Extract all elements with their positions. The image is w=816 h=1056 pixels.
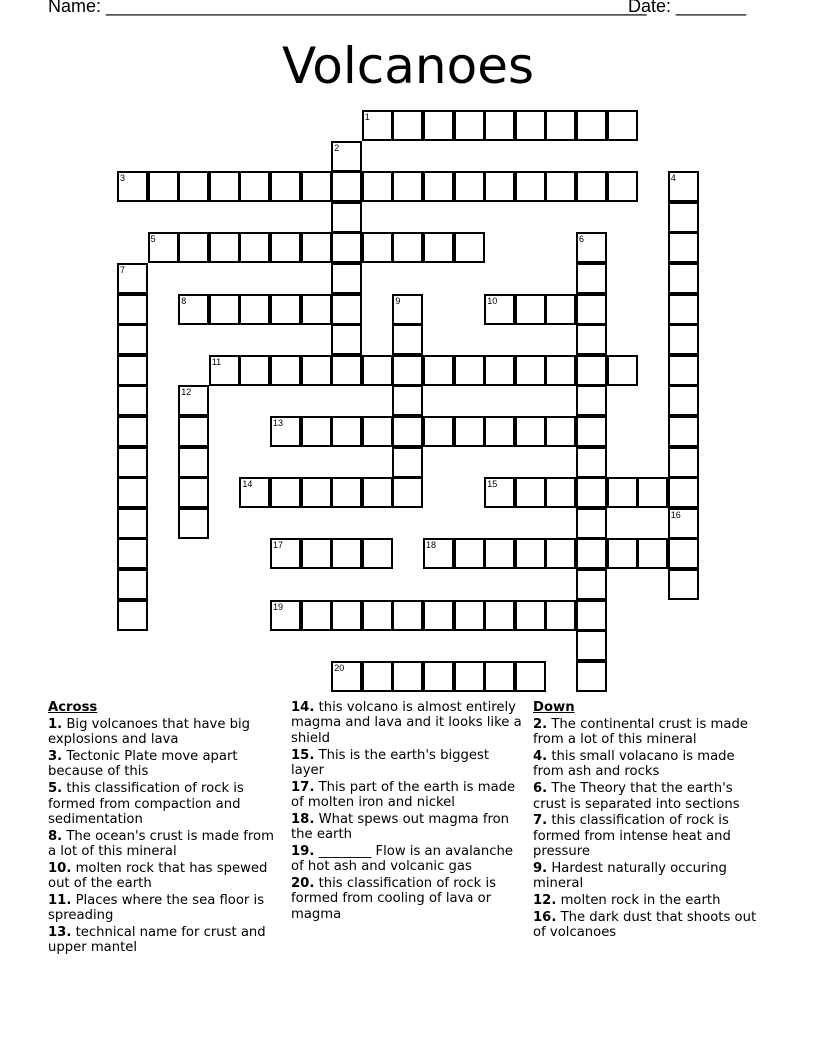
crossword-cell[interactable] — [178, 232, 209, 263]
crossword-cell[interactable] — [545, 477, 576, 508]
clue-number: 15 — [487, 479, 498, 490]
clue-number-label: 9. — [533, 860, 548, 876]
crossword-cell[interactable] — [362, 171, 393, 202]
clue-text: this classification of rock is formed from compaction and sedimentation — [48, 781, 244, 827]
crossword-cell[interactable] — [301, 294, 332, 325]
across-clue — [48, 717, 283, 748]
crossword-cell[interactable] — [576, 569, 607, 600]
crossword-cell[interactable] — [576, 508, 607, 539]
crossword-cell[interactable] — [362, 110, 393, 141]
clue-text: Places where the sea floor is spreading — [48, 892, 265, 924]
crossword-cell[interactable] — [209, 294, 240, 325]
crossword-cell[interactable] — [423, 171, 454, 202]
crossword-cell[interactable] — [668, 538, 699, 569]
crossword-cell[interactable] — [392, 447, 423, 478]
crossword-cell[interactable] — [515, 416, 546, 447]
clue-text: The dark dust that shoots out of volcanoes — [533, 909, 757, 940]
crossword-cell[interactable] — [545, 110, 576, 141]
crossword-cell[interactable] — [148, 171, 179, 202]
crossword-cell[interactable] — [117, 294, 148, 325]
crossword-cell[interactable] — [545, 538, 576, 569]
crossword-cell[interactable] — [209, 355, 240, 386]
clue-number-label: 19. — [291, 843, 315, 859]
crossword-cell[interactable] — [668, 447, 699, 478]
crossword-cell[interactable] — [454, 600, 485, 631]
crossword-cell[interactable] — [117, 477, 148, 508]
crossword-cell[interactable] — [454, 232, 485, 263]
clue-text: Hardest naturally occuring mineral — [533, 860, 727, 892]
crossword-cell[interactable] — [607, 477, 638, 508]
down-clue — [533, 813, 765, 859]
crossword-cell[interactable] — [576, 630, 607, 661]
crossword-cell[interactable] — [392, 661, 423, 692]
clue-number-label: 6. — [533, 781, 548, 797]
crossword-cell[interactable] — [239, 294, 270, 325]
crossword-cell[interactable] — [668, 202, 699, 233]
crossword-cell[interactable] — [117, 171, 148, 202]
crossword-cell[interactable] — [331, 324, 362, 355]
crossword-cell[interactable] — [362, 661, 393, 692]
across-clue — [291, 700, 526, 746]
name-field[interactable]: Name: ______________________________________________________ — [48, 0, 647, 16]
crossword-cell[interactable] — [178, 171, 209, 202]
crossword-cell[interactable] — [576, 661, 607, 692]
crossword-cell[interactable] — [331, 171, 362, 202]
crossword-cell[interactable] — [545, 294, 576, 325]
clue-number-label: 10. — [48, 860, 72, 876]
crossword-cell[interactable] — [484, 110, 515, 141]
across-clue — [48, 893, 283, 924]
crossword-cell[interactable] — [515, 661, 546, 692]
crossword-cell[interactable] — [239, 355, 270, 386]
crossword-cell[interactable] — [301, 171, 332, 202]
crossword-cell[interactable] — [362, 232, 393, 263]
crossword-cell[interactable] — [301, 477, 332, 508]
crossword-cell[interactable] — [362, 355, 393, 386]
clue-number: 9 — [395, 295, 401, 306]
crossword-cell[interactable] — [392, 294, 423, 325]
crossword-cell[interactable] — [484, 416, 515, 447]
crossword-cell[interactable] — [117, 447, 148, 478]
clue-text: molten rock in the earth — [556, 892, 721, 908]
clue-number: 4 — [670, 173, 676, 184]
clue-text: this volcano is almost entirely magma and lava and it looks like a shield — [291, 700, 522, 746]
crossword-cell[interactable] — [117, 538, 148, 569]
crossword-cell[interactable] — [178, 477, 209, 508]
clue-number: 13 — [273, 418, 284, 428]
clue-text: Big volcanoes that have big explosions and lava — [48, 716, 251, 748]
crossword-cell[interactable] — [668, 171, 699, 202]
crossword-cell[interactable] — [178, 508, 209, 539]
crossword-cell[interactable] — [117, 355, 148, 386]
crossword-cell[interactable] — [178, 385, 209, 416]
crossword-cell[interactable] — [117, 600, 148, 631]
crossword-cell[interactable] — [270, 477, 301, 508]
crossword-cell[interactable] — [668, 263, 699, 294]
crossword-cell[interactable] — [545, 355, 576, 386]
down-clue — [533, 781, 765, 812]
crossword-cell[interactable] — [668, 232, 699, 263]
across-clue — [48, 925, 283, 956]
crossword-cell[interactable] — [423, 110, 454, 141]
crossword-cell[interactable] — [331, 232, 362, 263]
clue-number-label: 11. — [48, 892, 72, 908]
crossword-cell[interactable] — [117, 385, 148, 416]
clue-number-label: 18. — [291, 811, 315, 827]
crossword-cell[interactable] — [270, 538, 301, 569]
clue-section-heading: Down — [533, 700, 575, 715]
crossword-cell[interactable] — [117, 263, 148, 294]
crossword-cell[interactable] — [117, 569, 148, 600]
crossword-cell[interactable] — [392, 385, 423, 416]
down-clue — [533, 717, 765, 748]
crossword-cell[interactable] — [454, 110, 485, 141]
clue-number: 8 — [181, 295, 187, 306]
crossword-cell[interactable] — [392, 355, 423, 386]
crossword-cell[interactable] — [454, 355, 485, 386]
crossword-cell[interactable] — [484, 355, 515, 386]
across-clue — [291, 876, 526, 922]
clue-number: 1 — [364, 112, 370, 122]
crossword-cell[interactable] — [668, 416, 699, 447]
down-clue — [533, 893, 765, 908]
crossword-cell[interactable] — [117, 508, 148, 539]
crossword-cell[interactable] — [392, 232, 423, 263]
crossword-cell[interactable] — [576, 110, 607, 141]
clue-number-label: 3. — [48, 749, 63, 765]
crossword-cell[interactable] — [270, 600, 301, 631]
clue-text: This is the earth's biggest layer — [291, 747, 490, 778]
crossword-cell[interactable] — [668, 324, 699, 355]
crossword-cell[interactable] — [362, 477, 393, 508]
clue-number: 19 — [273, 601, 284, 612]
crossword-cell[interactable] — [576, 232, 607, 263]
crossword-cell[interactable] — [484, 171, 515, 202]
crossword-cell[interactable] — [454, 538, 485, 569]
clue-text: this small volacano is made from ash and rocks — [533, 749, 735, 780]
across-clue — [291, 748, 526, 779]
across-clue — [48, 749, 283, 780]
crossword-cell[interactable] — [637, 477, 668, 508]
crossword-cell[interactable] — [515, 110, 546, 141]
crossword-cell[interactable] — [148, 232, 179, 263]
crossword-cell[interactable] — [637, 538, 668, 569]
clue-number: 2 — [334, 142, 340, 153]
clue-text: The ocean's crust is made from a lot of this mineral — [48, 828, 274, 860]
clue-number-label: 12. — [533, 892, 557, 908]
crossword-cell[interactable] — [545, 416, 576, 447]
crossword-cell[interactable] — [362, 538, 393, 569]
clue-number-label: 2. — [533, 716, 548, 732]
crossword-cell[interactable] — [576, 600, 607, 631]
crossword-cell[interactable] — [484, 600, 515, 631]
across-clue — [48, 861, 283, 892]
crossword-cell[interactable] — [576, 477, 607, 508]
crossword-cell[interactable] — [607, 171, 638, 202]
clue-number: 11 — [211, 356, 222, 367]
clue-number: 10 — [487, 295, 498, 306]
clue-number-label: 7. — [533, 813, 548, 829]
clue-text: this classification of rock is formed from intense heat and pressure — [533, 813, 731, 860]
crossword-cell[interactable] — [484, 477, 515, 508]
clue-text: this classification of rock is formed from cooling of lava or magma — [291, 875, 497, 922]
crossword-cell[interactable] — [454, 661, 485, 692]
clue-number-label: 5. — [48, 781, 63, 797]
crossword-cell[interactable] — [362, 416, 393, 447]
crossword-cell[interactable] — [545, 600, 576, 631]
clue-number-label: 4. — [533, 749, 548, 765]
clue-number: 5 — [150, 234, 156, 245]
crossword-cell[interactable] — [576, 263, 607, 294]
crossword-cell[interactable] — [331, 661, 362, 692]
crossword-cell[interactable] — [423, 661, 454, 692]
crossword-cell[interactable] — [515, 171, 546, 202]
crossword-cell[interactable] — [331, 141, 362, 172]
down-clue — [533, 910, 765, 941]
crossword-cell[interactable] — [576, 538, 607, 569]
crossword-cell[interactable] — [239, 477, 270, 508]
crossword-cell[interactable] — [484, 538, 515, 569]
crossword-cell[interactable] — [576, 416, 607, 447]
crossword-cell[interactable] — [270, 294, 301, 325]
crossword-cell[interactable] — [301, 538, 332, 569]
crossword-cell[interactable] — [668, 508, 699, 539]
crossword-cell[interactable] — [270, 232, 301, 263]
crossword-cell[interactable] — [454, 416, 485, 447]
across-clue — [291, 812, 526, 843]
clue-column-3 — [533, 700, 765, 942]
clue-text: ________ Flow is an avalanche of hot ash and volcanic gas — [291, 843, 513, 875]
clue-text: This part of the earth is made of molten iron and nickel — [291, 779, 516, 811]
crossword-cell[interactable] — [515, 538, 546, 569]
clue-number: 20 — [334, 662, 345, 673]
crossword-cell[interactable] — [668, 385, 699, 416]
crossword-cell[interactable] — [668, 294, 699, 325]
crossword-cell[interactable] — [607, 355, 638, 386]
crossword-cell[interactable] — [178, 416, 209, 447]
crossword-cell[interactable] — [607, 110, 638, 141]
crossword-cell[interactable] — [576, 385, 607, 416]
crossword-cell[interactable] — [545, 171, 576, 202]
crossword-cell[interactable] — [576, 447, 607, 478]
clue-number: 3 — [120, 173, 126, 184]
crossword-cell[interactable] — [331, 202, 362, 233]
crossword-cell[interactable] — [239, 232, 270, 263]
clue-number-label: 13. — [48, 924, 72, 940]
clue-number: 18 — [426, 540, 437, 551]
clue-number-label: 16. — [533, 909, 557, 925]
crossword-cell[interactable] — [178, 447, 209, 478]
across-clue — [48, 781, 283, 827]
crossword-cell[interactable] — [668, 569, 699, 600]
crossword-cell[interactable] — [178, 294, 209, 325]
down-clue — [533, 749, 765, 780]
crossword-cell[interactable] — [331, 416, 362, 447]
crossword-cell[interactable] — [117, 324, 148, 355]
crossword-cell[interactable] — [270, 416, 301, 447]
crossword-cell[interactable] — [668, 477, 699, 508]
crossword-cell[interactable] — [301, 600, 332, 631]
down-clue — [533, 861, 765, 892]
crossword-cell[interactable] — [392, 600, 423, 631]
crossword-cell[interactable] — [209, 232, 240, 263]
clue-text: Tectonic Plate move apart because of this — [48, 749, 238, 780]
clue-column-1 — [48, 700, 283, 957]
crossword-cell[interactable] — [576, 324, 607, 355]
crossword-cell[interactable] — [484, 294, 515, 325]
crossword-cell[interactable] — [331, 263, 362, 294]
crossword-cell[interactable] — [270, 355, 301, 386]
crossword-cell[interactable] — [515, 477, 546, 508]
date-field[interactable]: Date: _______ — [628, 0, 747, 16]
crossword-cell[interactable] — [301, 355, 332, 386]
crossword-cell[interactable] — [423, 538, 454, 569]
clue-text: technical name for crust and upper mantel — [48, 924, 266, 956]
clue-number: 16 — [670, 509, 681, 520]
crossword-cell[interactable] — [515, 600, 546, 631]
clue-number-label: 1. — [48, 716, 63, 732]
crossword-cell[interactable] — [392, 110, 423, 141]
clue-text: What spews out magma fron the earth — [291, 811, 510, 843]
clue-number: 6 — [579, 234, 585, 245]
across-clue — [291, 844, 526, 875]
crossword-cell[interactable] — [331, 294, 362, 325]
crossword-cell[interactable] — [301, 416, 332, 447]
across-clue — [291, 780, 526, 811]
clue-number-label: 8. — [48, 828, 63, 844]
clue-number-label: 17. — [291, 779, 315, 795]
crossword-cell[interactable] — [362, 600, 393, 631]
crossword-cell[interactable] — [239, 171, 270, 202]
crossword-cell[interactable] — [576, 355, 607, 386]
crossword-cell[interactable] — [331, 538, 362, 569]
crossword-cell[interactable] — [301, 232, 332, 263]
clue-number-label: 15. — [291, 747, 315, 763]
crossword-cell[interactable] — [484, 661, 515, 692]
crossword-cell[interactable] — [331, 355, 362, 386]
page-title: Volcanoes — [281, 37, 535, 95]
crossword-cell[interactable] — [270, 171, 301, 202]
crossword-cell[interactable] — [392, 324, 423, 355]
crossword-cell[interactable] — [209, 171, 240, 202]
clue-column-2 — [291, 700, 526, 923]
crossword-cell[interactable] — [117, 416, 148, 447]
clue-text: molten rock that has spewed out of the earth — [48, 860, 268, 892]
clue-section-heading: Across — [48, 700, 98, 715]
crossword-cell[interactable] — [392, 416, 423, 447]
crossword-cell[interactable] — [515, 355, 546, 386]
crossword-cell[interactable] — [392, 171, 423, 202]
crossword-cell[interactable] — [423, 232, 454, 263]
crossword-cell[interactable] — [331, 477, 362, 508]
clue-number: 7 — [120, 265, 126, 275]
crossword-cell[interactable] — [331, 600, 362, 631]
crossword-cell[interactable] — [576, 294, 607, 325]
clue-text: The Theory that the earth's crust is separated into sections — [533, 781, 740, 812]
crossword-cell[interactable] — [423, 355, 454, 386]
crossword-cell[interactable] — [515, 294, 546, 325]
crossword-cell[interactable] — [392, 477, 423, 508]
across-clue — [48, 829, 283, 860]
clue-number: 17 — [273, 540, 284, 551]
crossword-cell[interactable] — [454, 171, 485, 202]
clue-text: The continental crust is made from a lot of this mineral — [533, 716, 748, 748]
crossword-cell[interactable] — [423, 416, 454, 447]
crossword-cell[interactable] — [576, 171, 607, 202]
crossword-cell[interactable] — [423, 600, 454, 631]
clue-number: 14 — [242, 479, 253, 490]
crossword-cell[interactable] — [668, 355, 699, 386]
clue-number-label: 14. — [291, 700, 315, 715]
clue-number-label: 20. — [291, 875, 315, 891]
crossword-cell[interactable] — [607, 538, 638, 569]
clue-number: 12 — [181, 387, 192, 398]
